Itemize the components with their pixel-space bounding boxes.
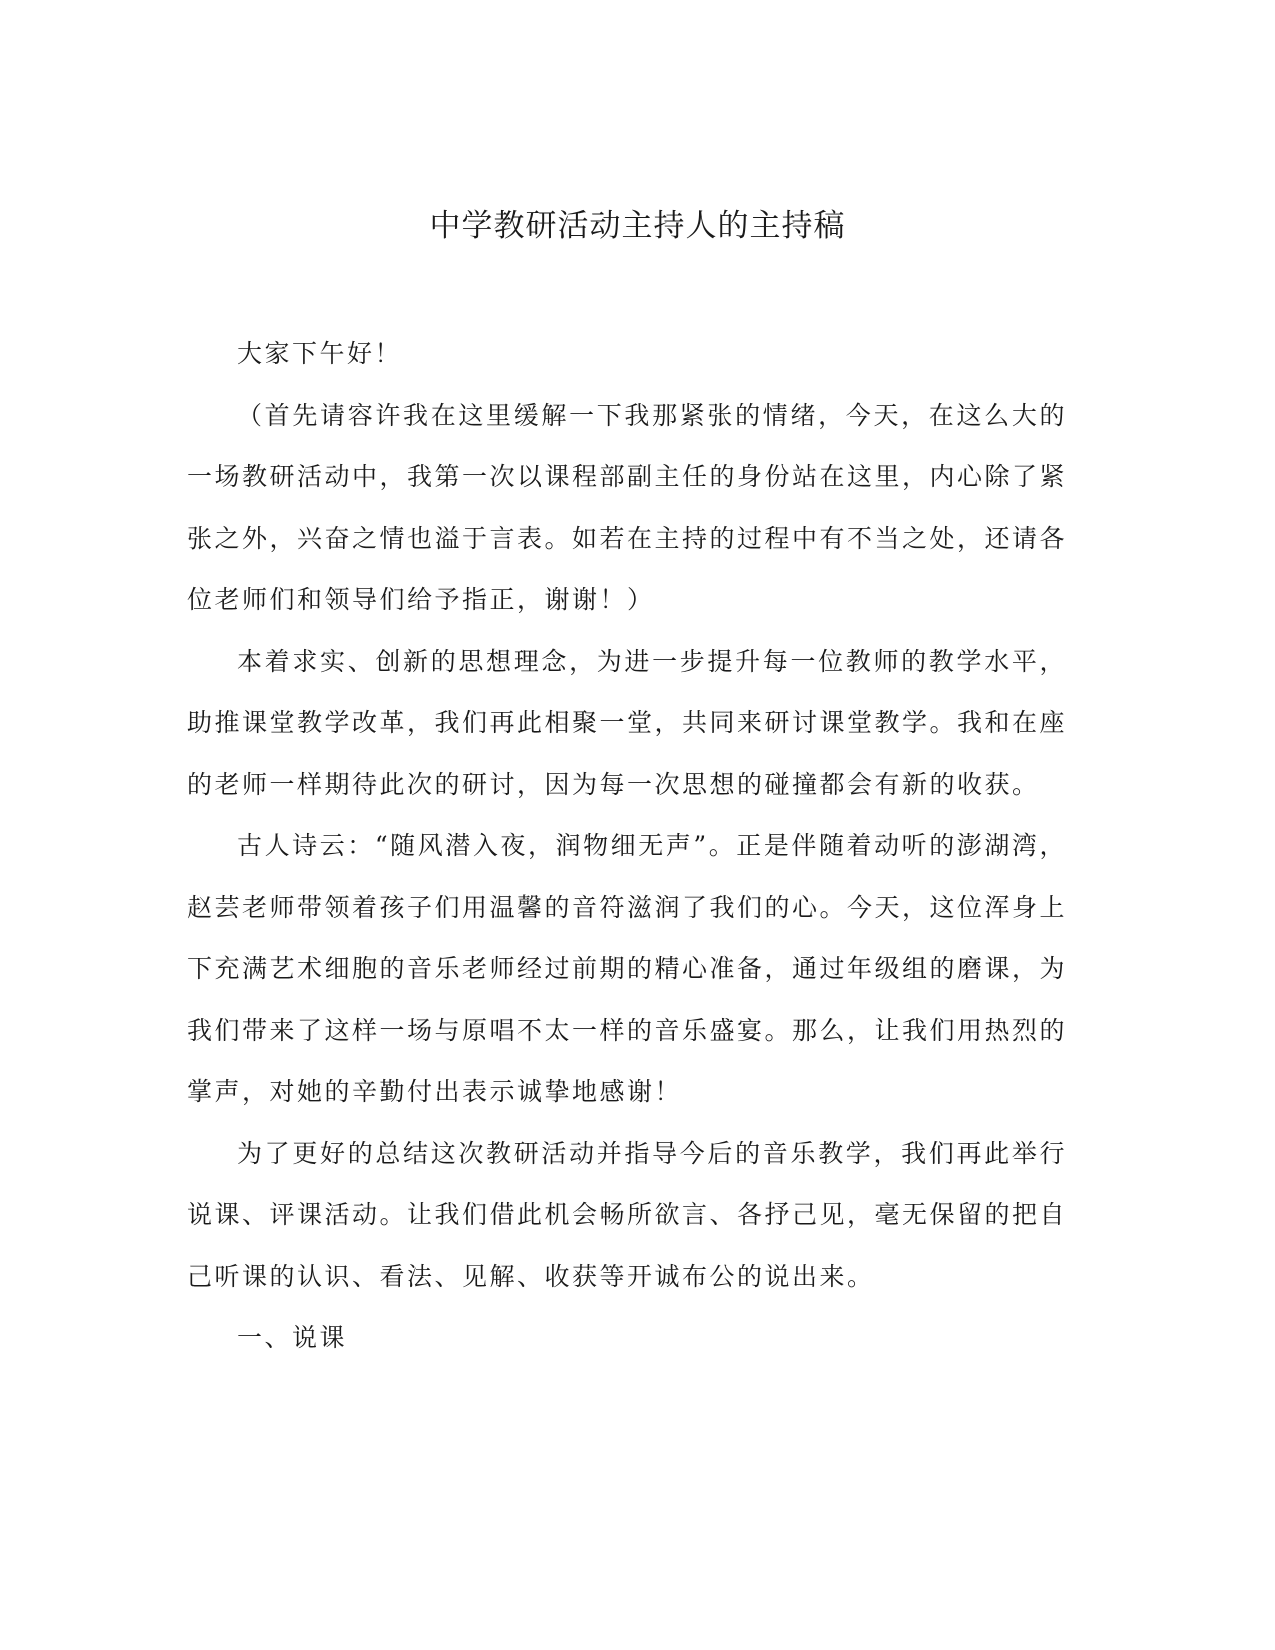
opening-remark-paragraph: （首先请容许我在这里缓解一下我那紧张的情绪，今天，在这么大的一场教研活动中，我第一次以课程部副主任的身份站在这里，内心除了紧张之外，兴奋之情也溢于言表。如若在主持的过程中有不当之处，还请各位老师们和领导们给予指正，谢谢！）: [187, 400, 1068, 614]
greeting-paragraph: 大家下午好！: [237, 339, 403, 368]
section-heading: 一、说课: [237, 1323, 348, 1352]
document-title: 中学教研活动主持人的主持稿: [429, 208, 846, 244]
purpose-paragraph: 本着求实、创新的思想理念，为进一步提升每一位教师的教学水平，助推课堂教学改革，我们再此相聚一堂，共同来研讨课堂教学。我和在座的老师一样期待此次的研讨，因为每一次思想的碰撞都会有新的收获。: [187, 646, 1068, 799]
activity-paragraph: 为了更好的总结这次教研活动并指导今后的音乐教学，我们再此举行说课、评课活动。让我们借此机会畅所欲言、各抒己见，毫无保留的把自己听课的认识、看法、见解、收获等开诚布公的说出来。: [187, 1138, 1068, 1291]
performance-paragraph: 古人诗云：“随风潜入夜，润物细无声”。正是伴随着动听的澎湖湾，赵芸老师带领着孩子们用温馨的音符滋润了我们的心。今天，这位浑身上下充满艺术细胞的音乐老师经过前期的精心准备，通过年级组的磨课，为我们带来了这样一场与原唱不太一样的音乐盛宴。那么，让我们用热烈的掌声，对她的辛勤付出表示诚挚地感谢！: [187, 831, 1068, 1106]
document-body: [187, 323, 1067, 1369]
